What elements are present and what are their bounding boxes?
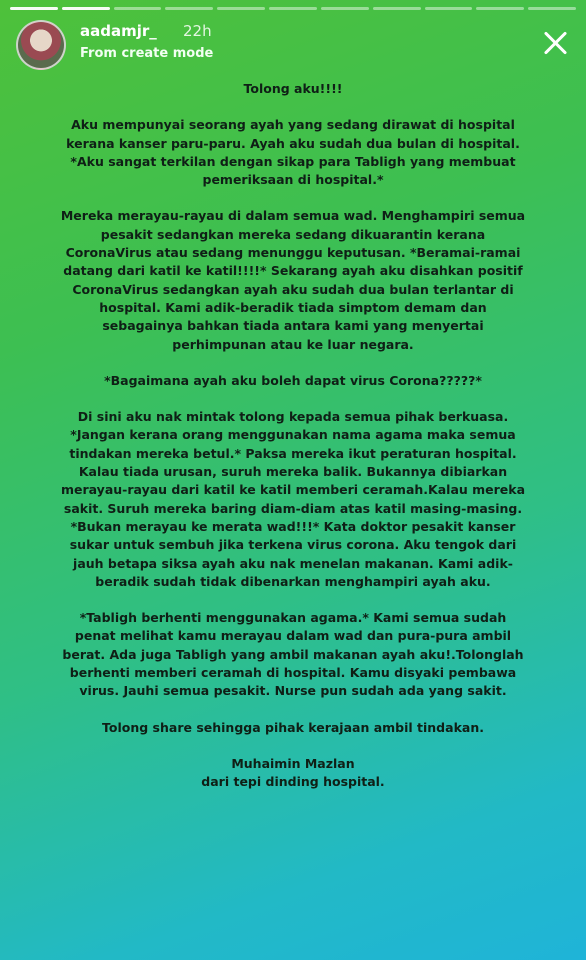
close-icon[interactable]: [542, 30, 568, 56]
progress-segment: [165, 7, 213, 10]
story-text-body: [60, 80, 526, 792]
post-paragraph: Di sini aku nak mintak tolong kepada semua pihak berkuasa. *Jangan kerana orang menggunakan nama agama maka semua tindakan mereka betul.* Paksa mereka ikut peraturan hospital. Kalau tiada urusan, suruh mereka balik. Bukannya dibiarkan merayau-rayau dari katil ke katil memberi ceramah.Kalau mereka sakit. Suruh mereka baring diam-diam atas katil masing-masing. *Bukan merayau ke merata wad!!!* Kata doktor pesakit kanser sukar untuk sembuh jika terkena virus corona. Aku tengok dari jauh betapa siksa ayah aku nak menelan makanan. Kami adik-beradik sudah tidak dibenarkan menghampiri ayah aku.: [60, 409, 526, 589]
time-ago: 22h: [183, 22, 212, 40]
post-paragraph: Aku mempunyai seorang ayah yang sedang dirawat di hospital kerana kanser paru-paru. Ayah aku sudah dua bulan di hospital. *Aku sangat terkilan dengan sikap para Tabligh yang membuat pemeriksaan di hospital.*: [66, 117, 520, 188]
post-paragraph: Tolong share sehingga pihak kerajaan ambil tindakan.: [102, 719, 484, 735]
story-progress-bar: [10, 7, 576, 10]
story-header: [16, 18, 570, 68]
progress-segment: [10, 7, 58, 10]
post-paragraph: Mereka merayau-rayau di dalam semua wad. Menghampiri semua pesakit sedangkan mereka sedang dikuarantin kerana CoronaVirus atau sedang menunggu keputusan. *Beramai-ramai datang dari katil ke katil!!!!* Sekarang ayah aku disahkan positif CoronaVirus sedangkan ayah aku sudah dua bulan terlantar di hospital. Kami adik-beradik tiada simptom demam dan sebagainya bahkan tiada antara kami yang menyertai perhimpunan atau ke luar negara.: [60, 208, 526, 352]
signature-line: dari tepi dinding hospital.: [201, 774, 385, 790]
username[interactable]: aadamjr_: [80, 22, 157, 40]
progress-segment: [476, 7, 524, 10]
progress-segment: [373, 7, 421, 10]
signature: [60, 755, 526, 792]
post-paragraph: *Bagaimana ayah aku boleh dapat virus Corona?????*: [104, 372, 482, 388]
progress-segment: [114, 7, 162, 10]
post-paragraph: *Tabligh berhenti menggunakan agama.* Kami semua sudah penat melihat kamu merayau dalam wad dan pura-pura ambil berat. Ada juga Tabligh yang ambil makanan ayah aku!.Tolonglah berhenti memberi ceramah di hospital. Kamu disyaki pembawa virus. Jauhi semua pesakit. Nurse pun sudah ada yang sakit.: [62, 610, 524, 699]
progress-segment: [217, 7, 265, 10]
progress-segment: [321, 7, 369, 10]
progress-segment: [269, 7, 317, 10]
story-source-label: From create mode: [80, 46, 214, 61]
progress-segment: [425, 7, 473, 10]
progress-segment: [62, 7, 110, 10]
signature-name: Muhaimin Mazlan: [231, 755, 355, 771]
avatar[interactable]: [16, 20, 66, 70]
progress-segment: [528, 7, 576, 10]
post-title: Tolong aku!!!!: [243, 81, 343, 96]
